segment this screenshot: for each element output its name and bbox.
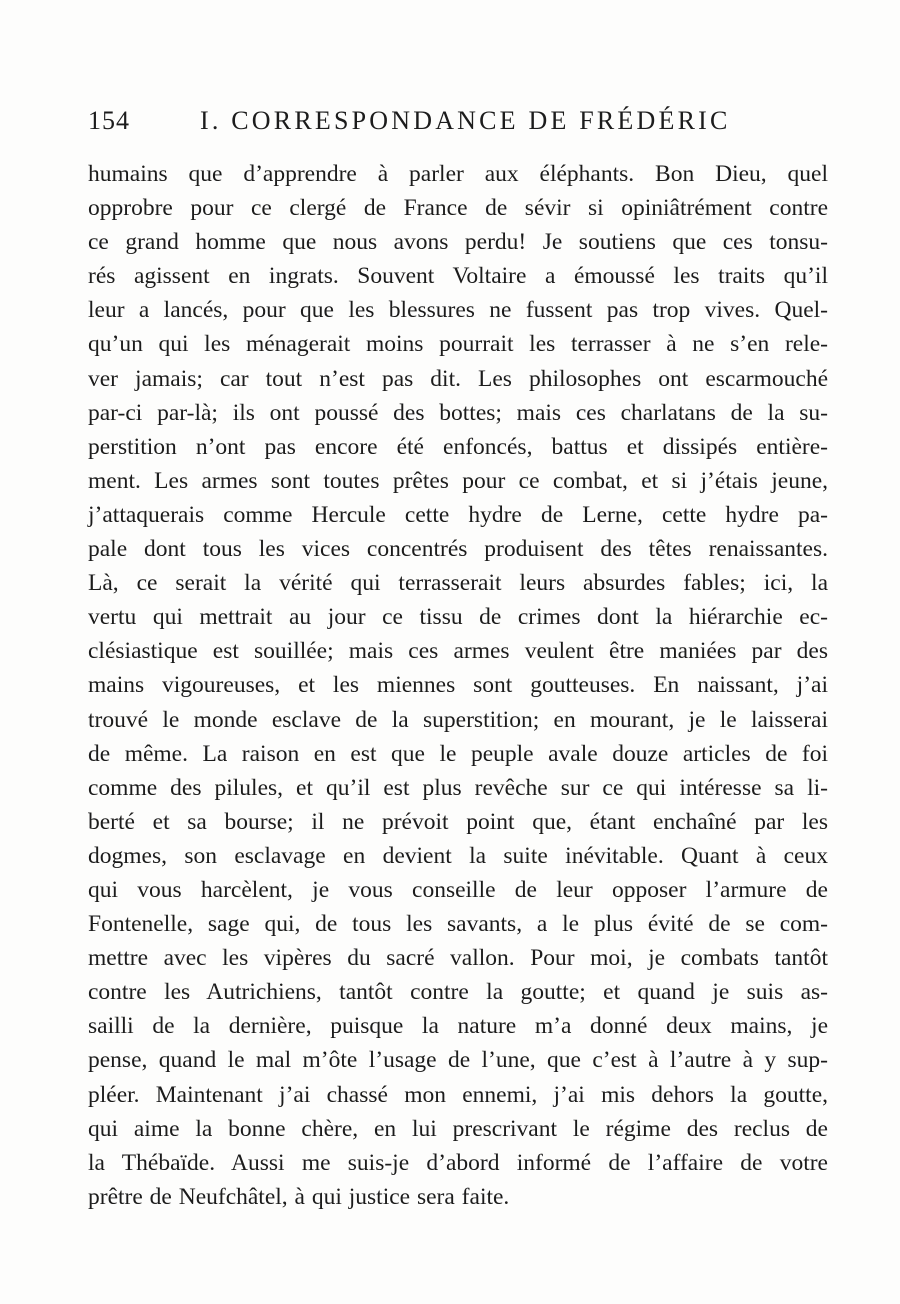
running-head	[88, 106, 828, 146]
text-line: ce grand homme que nous avons perdu! Je soutiens que ces tonsu-	[88, 229, 828, 256]
text-line: vertu qui mettrait au jour ce tissu de crimes dont la hiérarchie ec-	[88, 604, 828, 631]
text-line: qu’un qui les ménagerait moins pourrait les terrasser à ne s’en rele-	[88, 331, 828, 358]
text-line: rés agissent en ingrats. Souvent Voltaire a émoussé les traits qu’il	[88, 263, 828, 290]
text-line: dogmes, son esclavage en devient la suite inévitable. Quant à ceux	[88, 842, 828, 869]
text-line: trouvé le monde esclave de la superstition; en mourant, je le laisserai	[88, 706, 828, 733]
text-line: opprobre pour ce clergé de France de sévir si opiniâtrément contre	[88, 195, 828, 222]
text-line: pléer. Maintenant j’ai chassé mon ennemi, j’ai mis dehors la goutte,	[88, 1081, 828, 1108]
text-line: sailli de la dernière, puisque la nature m’a donné deux mains, je	[88, 1013, 828, 1040]
text-line: ment. Les armes sont toutes prêtes pour ce combat, et si j’étais jeune,	[88, 467, 828, 494]
text-line: clésiastique est souillée; mais ces armes veulent être maniées par des	[88, 638, 828, 665]
text-line: leur a lancés, pour que les blessures ne fussent pas trop vives. Quel-	[88, 297, 828, 324]
text-line: pale dont tous les vices concentrés produisent des têtes renaissantes.	[88, 536, 828, 563]
text-line: par-ci par-là; ils ont poussé des bottes; mais ces charlatans de la su-	[88, 399, 828, 426]
body-text	[88, 157, 828, 1214]
text-line-last: prêtre de Neufchâtel, à qui justice sera faite.	[88, 1183, 510, 1210]
text-line: contre les Autrichiens, tantôt contre la goutte; et quand je suis as-	[88, 979, 828, 1006]
text-line: berté et sa bourse; il ne prévoit point que, étant enchaîné par les	[88, 808, 828, 835]
text-line: Fontenelle, sage qui, de tous les savants, a le plus évité de se com-	[88, 911, 828, 938]
running-title: I. CORRESPONDANCE DE FRÉDÉRIC	[200, 106, 731, 135]
text-line: ver jamais; car tout n’est pas dit. Les philosophes ont escarmouché	[88, 365, 828, 392]
text-line: qui aime la bonne chère, en lui prescrivant le régime des reclus de	[88, 1115, 828, 1142]
text-line: humains que d’apprendre à parler aux éléphants. Bon Dieu, quel	[88, 161, 828, 187]
text-line: j’attaquerais comme Hercule cette hydre de Lerne, cette hydre pa-	[88, 501, 828, 528]
text-line: de même. La raison en est que le peuple avale douze articles de foi	[88, 740, 828, 767]
text-line: la Thébaïde. Aussi me suis-je d’abord informé de l’affaire de votre	[88, 1149, 828, 1176]
page-number: 154	[88, 106, 130, 135]
text-line: mains vigoureuses, et les miennes sont goutteuses. En naissant, j’ai	[88, 672, 828, 699]
text-line: comme des pilules, et qu’il est plus revêche sur ce qui intéresse sa li-	[88, 774, 828, 801]
text-line: pense, quand le mal m’ôte l’usage de l’une, que c’est à l’autre à y sup-	[88, 1047, 828, 1074]
text-line: qui vous harcèlent, je vous conseille de leur opposer l’armure de	[88, 876, 828, 903]
text-line: perstition n’ont pas encore été enfoncés, battus et dissipés entière-	[88, 433, 828, 460]
text-line: Là, ce serait la vérité qui terrasserait leurs absurdes fables; ici, la	[88, 570, 828, 597]
text-line: mettre avec les vipères du sacré vallon. Pour moi, je combats tantôt	[88, 945, 828, 972]
